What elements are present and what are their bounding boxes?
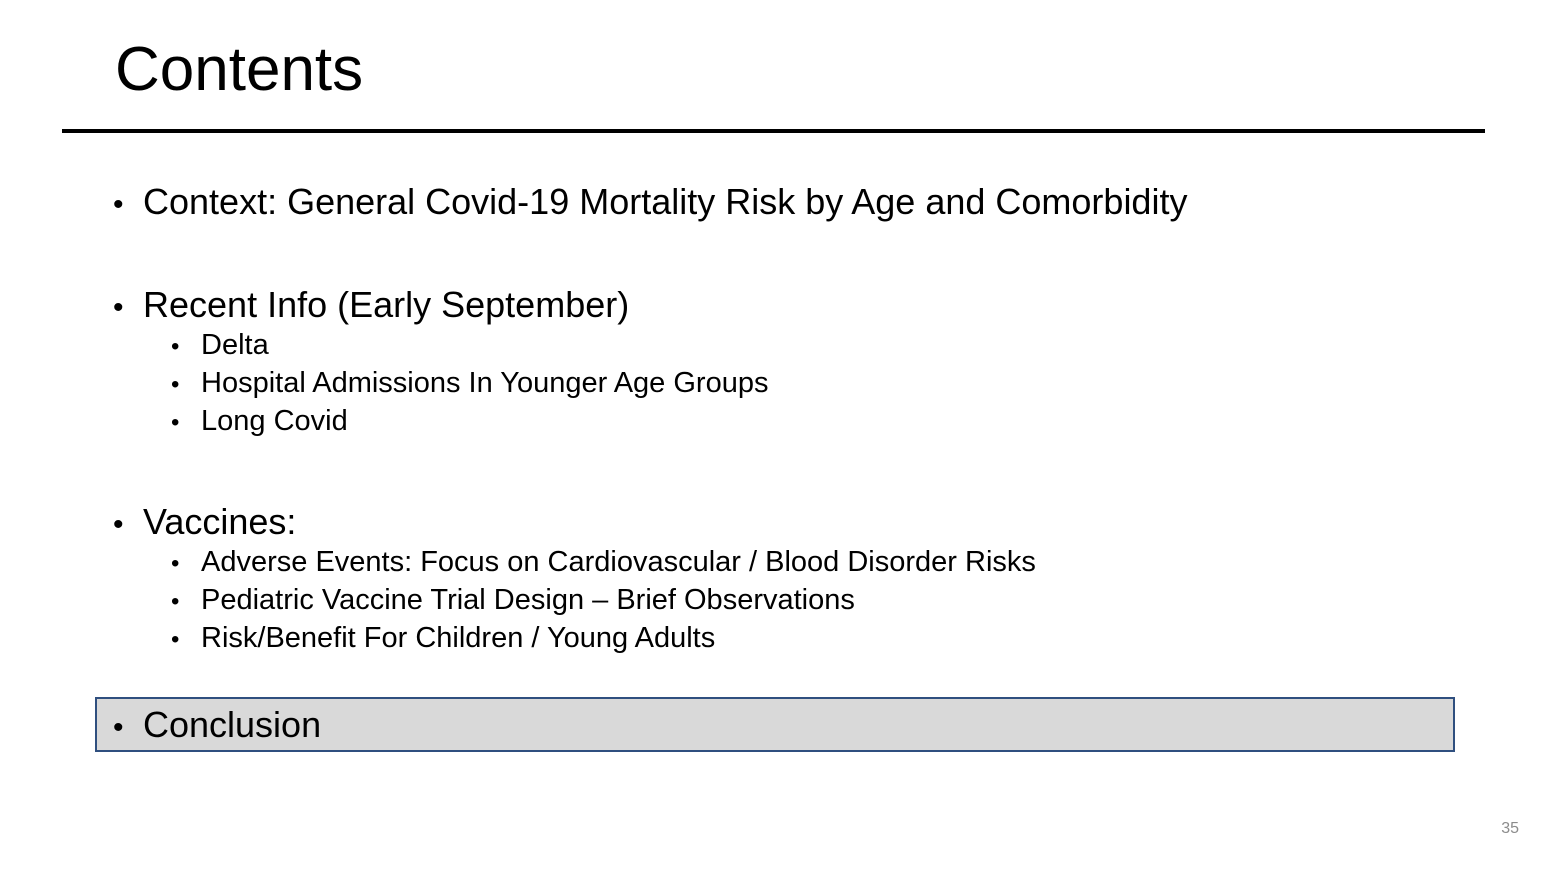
bullet-dot: •	[171, 550, 180, 577]
bullet-context-text: Context: General Covid-19 Mortality Risk by Age and Comorbidity	[143, 181, 1188, 222]
sub-bullet-text: Long Covid	[201, 405, 348, 437]
sub-bullet-adverse-events	[171, 544, 1036, 582]
sub-bullet-text: Pediatric Vaccine Trial Design – Brief Observations	[201, 584, 855, 616]
bullet-dot: •	[113, 291, 124, 324]
bullet-context	[113, 180, 1187, 227]
bullet-recent-info-text: Recent Info (Early September)	[143, 284, 630, 325]
title-divider	[62, 129, 1485, 133]
page-number: 35	[1501, 820, 1519, 837]
sub-bullet-text: Delta	[201, 329, 269, 361]
bullet-dot: •	[113, 188, 124, 221]
sub-bullet-hospital-admissions	[171, 365, 768, 403]
sub-bullet-text: Adverse Events: Focus on Cardiovascular / Blood Disorder Risks	[201, 546, 1036, 578]
bullet-dot: •	[171, 588, 180, 615]
sub-bullet-text: Hospital Admissions In Younger Age Groups	[201, 367, 769, 399]
bullet-dot: •	[113, 508, 124, 541]
sub-bullet-risk-benefit	[171, 620, 715, 658]
sub-bullet-delta	[171, 327, 269, 365]
bullet-vaccines	[113, 500, 296, 547]
bullet-conclusion-text: Conclusion	[143, 704, 322, 745]
bullet-vaccines-text: Vaccines:	[143, 501, 297, 542]
sub-bullet-long-covid	[171, 403, 348, 441]
bullet-dot: •	[171, 409, 180, 436]
slide-title: Contents	[115, 35, 364, 104]
bullet-dot: •	[171, 626, 180, 653]
bullet-dot: •	[171, 333, 180, 360]
bullet-recent-info	[113, 283, 629, 330]
bullet-dot: •	[171, 371, 180, 398]
bullet-conclusion	[113, 703, 321, 750]
sub-bullet-text: Risk/Benefit For Children / Young Adults	[201, 622, 716, 654]
bullet-dot: •	[113, 711, 124, 744]
sub-bullet-pediatric-trial	[171, 582, 855, 620]
